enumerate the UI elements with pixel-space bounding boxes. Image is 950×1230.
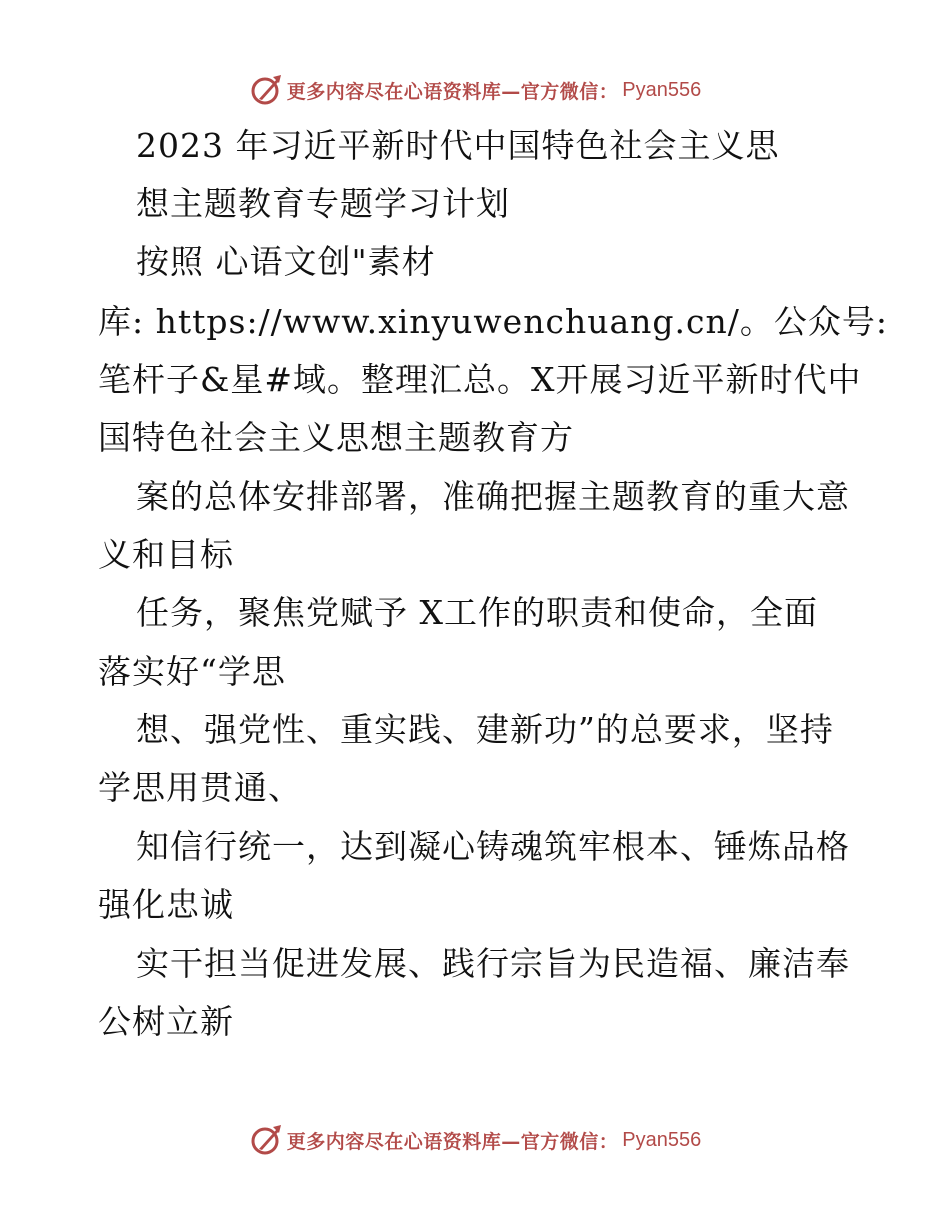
paragraph-line: 落实好“学思	[98, 652, 286, 691]
watermark-wechat-id: Pyan556	[622, 1128, 702, 1151]
watermark-text: 更多内容尽在心语资料库—官方微信：	[286, 80, 619, 103]
paragraph-line: 想、强党性、重实践、建新功”的总要求，坚持	[136, 710, 834, 749]
paragraph-line: 知信行统一，达到凝心铸魂筑牢根本、锤炼品格	[136, 827, 850, 866]
paragraph-line: 强化忠诚	[98, 885, 234, 924]
doc-title-line-1: 2023 年习近平新时代中国特色社会主义思	[136, 126, 780, 165]
quill-pen-in-circle-icon	[249, 73, 283, 107]
paragraph-line: 按照 心语文创"素材	[136, 242, 436, 281]
paragraph-line: 学思用贯通、	[98, 768, 302, 807]
paragraph-line: 公树立新	[98, 1002, 234, 1041]
watermark-wechat-id: Pyan556	[622, 78, 702, 101]
watermark-text: 更多内容尽在心语资料库—官方微信：	[286, 1130, 619, 1153]
paragraph-line: 案的总体安排部署，准确把握主题教育的重大意	[136, 477, 850, 516]
paragraph-line: 任务，聚焦党赋予 X工作的职责和使命，全面	[136, 593, 818, 632]
paragraph-line: 国特色社会主义思想主题教育方	[98, 418, 574, 457]
paragraph-line: 笔杆子&星#域。整理汇总。X开展习近平新时代中	[98, 360, 862, 399]
header-watermark-banner	[0, 70, 950, 110]
doc-title-line-2: 想主题教育专题学习计划	[136, 184, 510, 223]
paragraph-line: 义和目标	[98, 535, 234, 574]
quill-pen-in-circle-icon	[249, 1123, 283, 1157]
footer-watermark-banner	[0, 1120, 950, 1160]
paragraph-line: 实干担当促进发展、践行宗旨为民造福、廉洁奉	[136, 944, 850, 983]
paragraph-line: 库: https://www.xinyuwenchuang.cn/。公众号:	[98, 302, 888, 341]
